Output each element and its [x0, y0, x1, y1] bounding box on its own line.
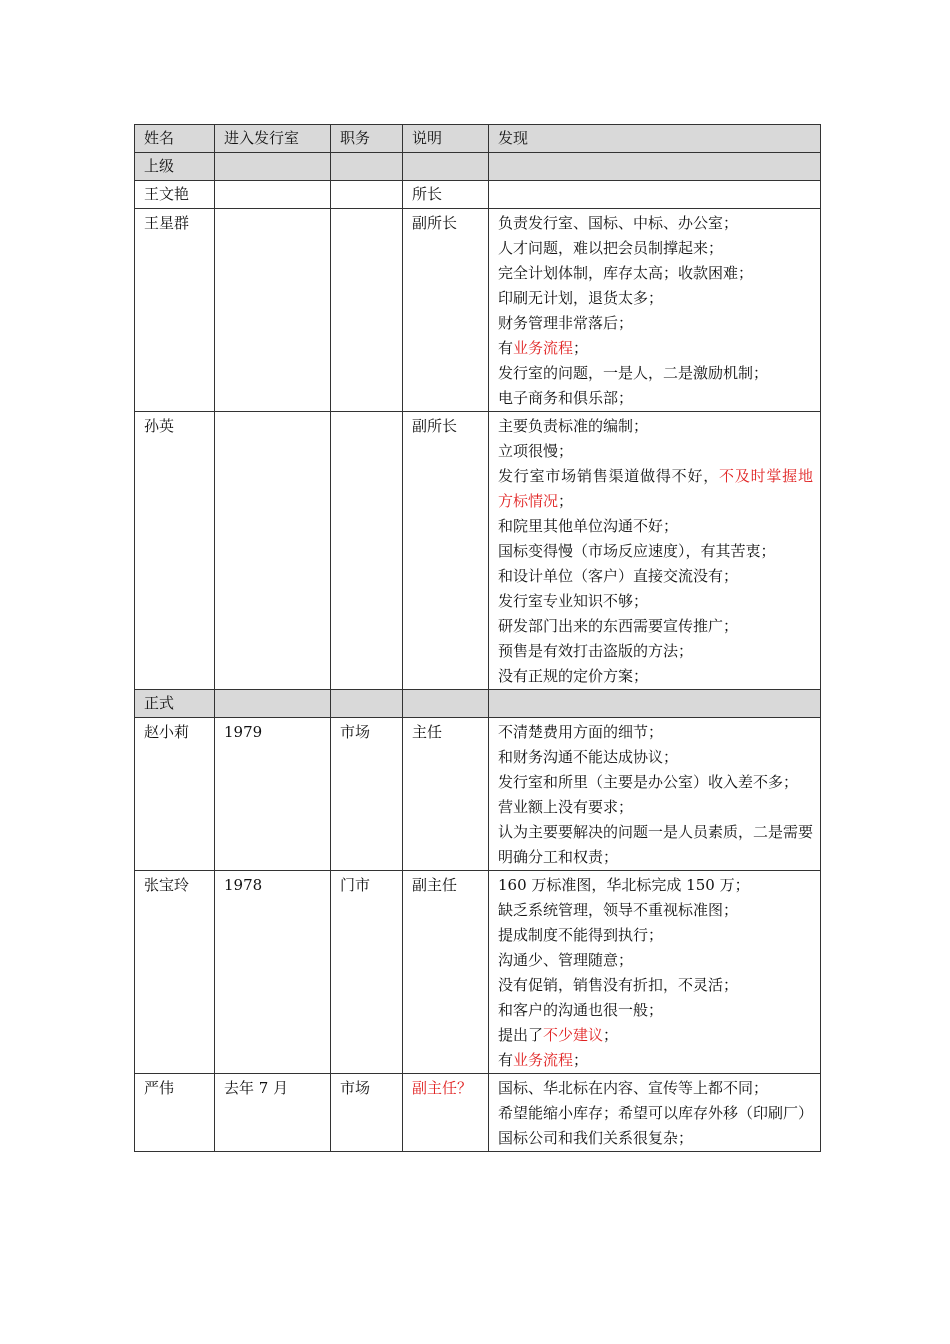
header-note: 说明 — [403, 125, 489, 153]
header-name: 姓名 — [135, 125, 215, 153]
finding-line: 完全计划体制，库存太高；收款困难； — [498, 264, 754, 282]
section-row-superior — [135, 153, 821, 181]
cell-note: 副主任 — [403, 871, 489, 1074]
highlight-text: 业务流程 — [513, 1051, 574, 1069]
finding-line: 国标、华北标在内容、宣传等上都不同； — [498, 1079, 769, 1097]
cell-note: 主任 — [403, 718, 489, 871]
cell-note: 副所长 — [403, 209, 489, 412]
cell-findings — [489, 718, 821, 871]
finding-line: 发行室的问题，一是人，二是激励机制； — [498, 364, 769, 382]
finding-line: 没有正规的定价方案； — [498, 667, 649, 685]
finding-line: 人才问题，难以把会员制撑起来； — [498, 239, 724, 257]
table-row — [135, 181, 821, 209]
table-row — [135, 1074, 821, 1152]
finding-line: 负责发行室、国标、中标、办公室； — [498, 214, 739, 232]
highlight-text: 不及时掌握地方标情况 — [498, 467, 813, 510]
cell-note: 副所长 — [403, 412, 489, 690]
finding-line: 没有促销，销售没有折扣，不灵活； — [498, 976, 739, 994]
finding-line: 有业务流程； — [498, 339, 589, 357]
table-row — [135, 871, 821, 1074]
finding-line: 和财务沟通不能达成协议； — [498, 748, 679, 766]
cell-post: 门市 — [331, 871, 403, 1074]
finding-line: 财务管理非常落后； — [498, 314, 634, 332]
finding-line: 主要负责标准的编制； — [498, 417, 649, 435]
finding-line: 发行室专业知识不够； — [498, 592, 649, 610]
cell-joined: 1979 — [215, 718, 331, 871]
finding-line: 缺乏系统管理，领导不重视标准图； — [498, 901, 739, 919]
section-label: 正式 — [135, 690, 215, 718]
finding-line: 不清楚费用方面的细节； — [498, 723, 664, 741]
section-label: 上级 — [135, 153, 215, 181]
highlight-text: 业务流程 — [513, 339, 574, 357]
cell-joined — [215, 412, 331, 690]
cell-note: 副主任？ — [403, 1074, 489, 1152]
finding-line: 国标变得慢（市场反应速度），有其苦衷； — [498, 542, 776, 560]
finding-line: 预售是有效打击盗版的方法； — [498, 642, 694, 660]
cell-post — [331, 181, 403, 209]
finding-line: 立项很慢； — [498, 442, 574, 460]
finding-line: 国标公司和我们关系很复杂； — [498, 1129, 694, 1147]
cell-post — [331, 412, 403, 690]
finding-line: 发行室市场销售渠道做得不好，不及时掌握地方标情况； — [498, 467, 813, 510]
finding-line: 160 万标准图，华北标完成 150 万； — [498, 876, 750, 894]
finding-line: 研发部门出来的东西需要宣传推广； — [498, 617, 739, 635]
table-row — [135, 412, 821, 690]
cell-name: 赵小莉 — [135, 718, 215, 871]
cell-post — [331, 209, 403, 412]
cell-findings — [489, 181, 821, 209]
table-row — [135, 718, 821, 871]
header-post: 职务 — [331, 125, 403, 153]
table-row — [135, 209, 821, 412]
section-row-formal — [135, 690, 821, 718]
cell-findings — [489, 412, 821, 690]
finding-line: 有业务流程； — [498, 1051, 589, 1069]
cell-joined — [215, 209, 331, 412]
finding-line: 印刷无计划，退货太多； — [498, 289, 664, 307]
header-joined: 进入发行室 — [215, 125, 331, 153]
cell-note: 所长 — [403, 181, 489, 209]
cell-findings — [489, 209, 821, 412]
cell-name: 王文艳 — [135, 181, 215, 209]
finding-line: 和院里其他单位沟通不好； — [498, 517, 679, 535]
cell-name: 张宝玲 — [135, 871, 215, 1074]
cell-name: 孙英 — [135, 412, 215, 690]
cell-name: 严伟 — [135, 1074, 215, 1152]
cell-post: 市场 — [331, 1074, 403, 1152]
finding-line: 提成制度不能得到执行； — [498, 926, 664, 944]
finding-line: 提出了不少建议； — [498, 1026, 619, 1044]
finding-line: 和客户的沟通也很一般； — [498, 1001, 664, 1019]
finding-line: 沟通少、管理随意； — [498, 951, 634, 969]
highlight-text: 不少建议 — [543, 1026, 604, 1044]
cell-name: 王星群 — [135, 209, 215, 412]
cell-post: 市场 — [331, 718, 403, 871]
cell-joined: 去年 7 月 — [215, 1074, 331, 1152]
cell-joined: 1978 — [215, 871, 331, 1074]
finding-line: 营业额上没有要求； — [498, 798, 634, 816]
survey-table — [134, 124, 821, 1152]
header-findings: 发现 — [489, 125, 821, 153]
cell-findings — [489, 1074, 821, 1152]
cell-findings — [489, 871, 821, 1074]
finding-line: 和设计单位（客户）直接交流没有； — [498, 567, 739, 585]
cell-joined — [215, 181, 331, 209]
finding-line: 发行室和所里（主要是办公室）收入差不多； — [498, 773, 799, 791]
header-row — [135, 125, 821, 153]
finding-line: 电子商务和俱乐部； — [498, 389, 634, 407]
finding-line: 认为主要要解决的问题一是人员素质，二是需要明确分工和权责； — [498, 823, 814, 866]
finding-line: 希望能缩小库存；希望可以库存外移（印刷厂） — [498, 1104, 814, 1122]
